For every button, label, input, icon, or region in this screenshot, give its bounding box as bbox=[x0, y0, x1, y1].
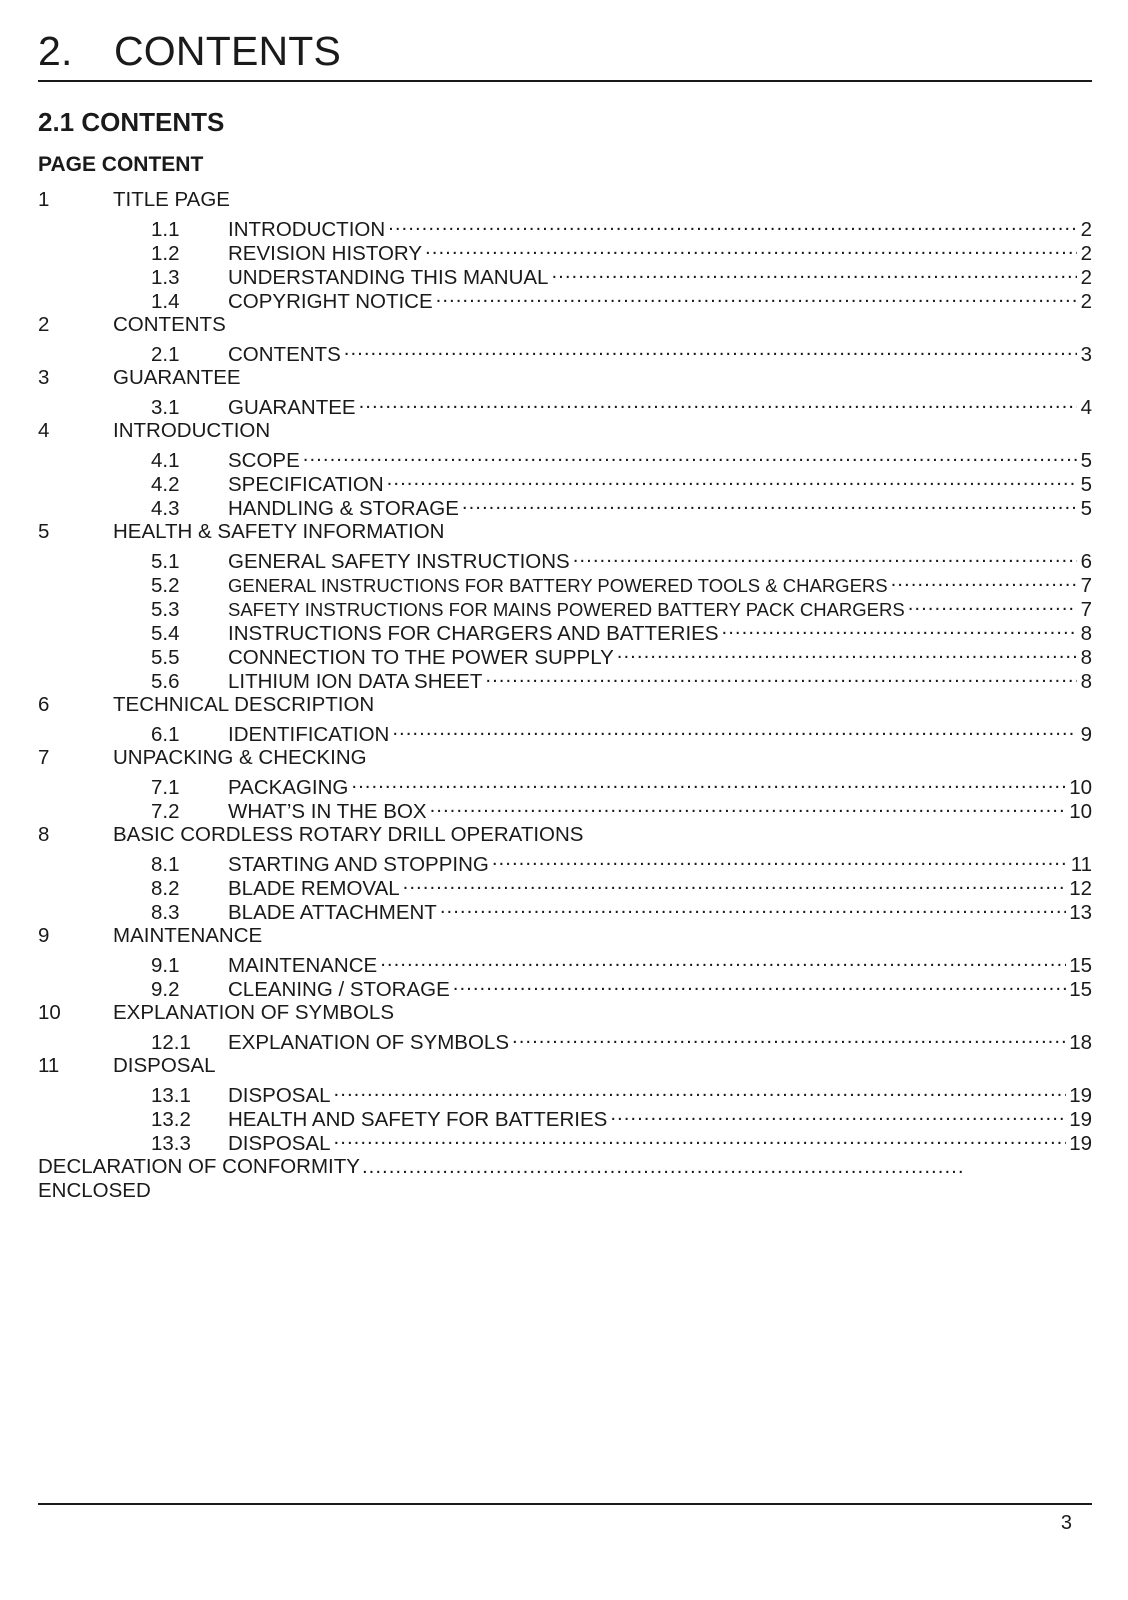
entry-title: BLADE REMOVAL bbox=[228, 877, 400, 900]
dot-leader bbox=[512, 1025, 1066, 1049]
entry-number: 1.4 bbox=[151, 290, 180, 313]
entry-page-number: 12 bbox=[1069, 877, 1092, 900]
toc-entry bbox=[38, 337, 1092, 366]
dot-leader bbox=[334, 1078, 1067, 1102]
chapter-title: INTRODUCTION bbox=[113, 419, 271, 442]
entry-number: 7.1 bbox=[151, 776, 180, 799]
dot-leader bbox=[453, 972, 1066, 996]
entry-page-number: 2 bbox=[1080, 290, 1092, 313]
entry-page-number: 4 bbox=[1080, 396, 1092, 419]
dot-leader bbox=[362, 1155, 963, 1179]
page-title-text: CONTENTS bbox=[114, 28, 342, 74]
entry-number: 5.1 bbox=[151, 550, 180, 573]
dot-leader bbox=[334, 1126, 1067, 1150]
chapter-heading bbox=[38, 419, 1092, 443]
entry-page-number: 5 bbox=[1080, 473, 1092, 496]
dot-leader bbox=[722, 616, 1077, 640]
entry-page-number: 11 bbox=[1070, 853, 1092, 876]
column-label: PAGE CONTENT bbox=[38, 153, 204, 176]
dot-leader bbox=[551, 260, 1077, 284]
chapter-number: 8 bbox=[38, 823, 50, 846]
dot-leader bbox=[425, 236, 1077, 260]
declaration-title: DECLARATION OF CONFORMITY bbox=[38, 1155, 360, 1178]
dot-leader bbox=[436, 284, 1077, 308]
entry-page-number: 7 bbox=[1080, 574, 1092, 597]
entry-title: HANDLING & STORAGE bbox=[228, 497, 459, 520]
toc-chapter bbox=[38, 419, 1092, 520]
toc-entry bbox=[38, 390, 1092, 419]
section-title: 2.1 CONTENTS bbox=[38, 107, 225, 137]
entry-title: CONTENTS bbox=[228, 343, 341, 366]
entry-page-number: 8 bbox=[1080, 622, 1092, 645]
toc-chapter bbox=[38, 366, 1092, 419]
chapter-number: 3 bbox=[38, 366, 50, 389]
entry-number: 7.2 bbox=[151, 800, 180, 823]
entry-title: COPYRIGHT NOTICE bbox=[228, 290, 433, 313]
entry-number: 9.1 bbox=[151, 954, 180, 977]
chapter-heading bbox=[38, 188, 1092, 212]
chapter-title: MAINTENANCE bbox=[113, 924, 263, 947]
entry-page-number: 15 bbox=[1069, 954, 1092, 977]
entry-title: CONNECTION TO THE POWER SUPPLY bbox=[228, 646, 614, 669]
entry-number: 4.2 bbox=[151, 473, 180, 496]
entry-number: 12.1 bbox=[151, 1031, 191, 1054]
table-of-contents bbox=[38, 188, 1092, 1203]
toc-entry bbox=[38, 443, 1092, 472]
entry-title: CLEANING / STORAGE bbox=[228, 978, 450, 1001]
entry-page-number: 2 bbox=[1080, 218, 1092, 241]
entry-number: 8.2 bbox=[151, 877, 180, 900]
dot-leader bbox=[359, 390, 1077, 414]
entry-page-number: 5 bbox=[1080, 497, 1092, 520]
chapter-title: TECHNICAL DESCRIPTION bbox=[113, 693, 375, 716]
chapter-number: 2 bbox=[38, 313, 50, 336]
entry-page-number: 18 bbox=[1069, 1031, 1092, 1054]
bottom-divider bbox=[38, 1503, 1092, 1505]
toc-chapter bbox=[38, 520, 1092, 693]
entry-page-number: 13 bbox=[1069, 901, 1092, 924]
entry-title: LITHIUM ION DATA SHEET bbox=[228, 670, 483, 693]
dot-leader bbox=[387, 467, 1077, 491]
toc-entry bbox=[38, 847, 1092, 876]
dot-leader bbox=[403, 871, 1067, 895]
dot-leader bbox=[440, 895, 1066, 919]
toc-chapter bbox=[38, 924, 1092, 1001]
chapter-number: 11 bbox=[38, 1054, 60, 1077]
entry-number: 5.4 bbox=[151, 622, 180, 645]
chapter-heading bbox=[38, 746, 1092, 770]
toc-entry bbox=[38, 717, 1092, 746]
dot-leader bbox=[908, 592, 1077, 616]
entry-title: UNDERSTANDING THIS MANUAL bbox=[228, 266, 549, 289]
toc-chapter bbox=[38, 1054, 1092, 1155]
entry-number: 1.3 bbox=[151, 266, 180, 289]
entry-number: 13.2 bbox=[151, 1108, 191, 1131]
entry-page-number: 6 bbox=[1080, 550, 1092, 573]
entry-page-number: 10 bbox=[1069, 800, 1092, 823]
chapter-list bbox=[38, 188, 1092, 1155]
toc-entry bbox=[38, 1078, 1092, 1107]
entry-number: 4.1 bbox=[151, 449, 180, 472]
entry-title: DISPOSAL bbox=[228, 1084, 331, 1107]
entry-number: 1.2 bbox=[151, 242, 180, 265]
entry-title: WHAT’S IN THE BOX bbox=[228, 800, 427, 823]
entry-page-number: 10 bbox=[1069, 776, 1092, 799]
chapter-heading bbox=[38, 924, 1092, 948]
toc-entry bbox=[38, 948, 1092, 977]
entry-number: 1.1 bbox=[151, 218, 180, 241]
entry-number: 3.1 bbox=[151, 396, 180, 419]
chapter-number: 7 bbox=[38, 746, 50, 769]
entry-title: SAFETY INSTRUCTIONS FOR MAINS POWERED BATTERY PACK CHARGERS bbox=[228, 599, 905, 620]
chapter-heading bbox=[38, 1054, 1092, 1078]
entry-title: SPECIFICATION bbox=[228, 473, 384, 496]
entry-number: 8.1 bbox=[151, 853, 180, 876]
entry-page-number: 15 bbox=[1069, 978, 1092, 1001]
entry-title: EXPLANATION OF SYMBOLS bbox=[228, 1031, 509, 1054]
dot-leader bbox=[380, 948, 1066, 972]
toc-entry bbox=[38, 770, 1092, 799]
dot-leader bbox=[344, 337, 1077, 361]
entry-page-number: 8 bbox=[1080, 670, 1092, 693]
chapter-title: HEALTH & SAFETY INFORMATION bbox=[113, 520, 445, 543]
chapter-number: 10 bbox=[38, 1001, 61, 1024]
page-number: 3 bbox=[1060, 1512, 1072, 1534]
entry-number: 5.6 bbox=[151, 670, 180, 693]
entry-page-number: 8 bbox=[1080, 646, 1092, 669]
dot-leader bbox=[388, 212, 1077, 236]
entry-page-number: 19 bbox=[1069, 1132, 1092, 1155]
declaration-note: ENCLOSED bbox=[38, 1179, 151, 1202]
entry-title: SCOPE bbox=[228, 449, 300, 472]
chapter-heading bbox=[38, 1001, 1092, 1025]
entry-title: IDENTIFICATION bbox=[228, 723, 390, 746]
entry-title: BLADE ATTACHMENT bbox=[228, 901, 437, 924]
dot-leader bbox=[573, 544, 1077, 568]
chapter-title: CONTENTS bbox=[113, 313, 226, 336]
entry-page-number: 3 bbox=[1080, 343, 1092, 366]
dot-leader bbox=[392, 717, 1077, 741]
dot-leader bbox=[617, 640, 1077, 664]
entry-title: REVISION HISTORY bbox=[228, 242, 423, 265]
chapter-title: UNPACKING & CHECKING bbox=[113, 746, 367, 769]
chapter-title: BASIC CORDLESS ROTARY DRILL OPERATIONS bbox=[113, 823, 584, 846]
toc-chapter bbox=[38, 823, 1092, 924]
chapter-number: 9 bbox=[38, 924, 50, 947]
entry-number: 13.3 bbox=[151, 1132, 191, 1155]
chapter-title: GUARANTEE bbox=[113, 366, 241, 389]
dot-leader bbox=[462, 491, 1077, 515]
entry-title: INTRODUCTION bbox=[228, 218, 386, 241]
toc-chapter bbox=[38, 188, 1092, 313]
entry-number: 5.3 bbox=[151, 598, 180, 621]
chapter-heading bbox=[38, 823, 1092, 847]
chapter-heading bbox=[38, 520, 1092, 544]
dot-leader bbox=[303, 443, 1077, 467]
chapter-title: EXPLANATION OF SYMBOLS bbox=[113, 1001, 394, 1024]
entry-page-number: 19 bbox=[1069, 1084, 1092, 1107]
toc-chapter bbox=[38, 693, 1092, 746]
entry-number: 2.1 bbox=[151, 343, 180, 366]
entry-number: 6.1 bbox=[151, 723, 180, 746]
entry-page-number: 5 bbox=[1080, 449, 1092, 472]
entry-title: DISPOSAL bbox=[228, 1132, 331, 1155]
entry-number: 9.2 bbox=[151, 978, 180, 1001]
entry-title: INSTRUCTIONS FOR CHARGERS AND BATTERIES bbox=[228, 622, 719, 645]
entry-page-number: 9 bbox=[1080, 723, 1092, 746]
entry-number: 5.5 bbox=[151, 646, 180, 669]
toc-entry bbox=[38, 1025, 1092, 1054]
toc-chapter bbox=[38, 1001, 1092, 1054]
top-divider bbox=[38, 80, 1092, 82]
chapter-title: DISPOSAL bbox=[113, 1054, 216, 1077]
entry-number: 13.1 bbox=[151, 1084, 191, 1107]
dot-leader bbox=[430, 794, 1067, 818]
entry-number: 8.3 bbox=[151, 901, 180, 924]
chapter-number: 1 bbox=[38, 188, 50, 211]
page-title bbox=[38, 26, 341, 76]
entry-title: STARTING AND STOPPING bbox=[228, 853, 489, 876]
toc-chapter bbox=[38, 313, 1092, 366]
declaration-row bbox=[38, 1155, 963, 1179]
page-title-number: 2. bbox=[38, 28, 73, 74]
entry-title: GENERAL SAFETY INSTRUCTIONS bbox=[228, 550, 570, 573]
entry-number: 4.3 bbox=[151, 497, 180, 520]
entry-page-number: 19 bbox=[1069, 1108, 1092, 1131]
entry-title: MAINTENANCE bbox=[228, 954, 378, 977]
chapter-heading bbox=[38, 693, 1092, 717]
dot-leader bbox=[891, 568, 1077, 592]
dot-leader bbox=[610, 1102, 1066, 1126]
entry-page-number: 7 bbox=[1080, 598, 1092, 621]
dot-leader bbox=[351, 770, 1066, 794]
toc-entry bbox=[38, 212, 1092, 241]
entry-title: PACKAGING bbox=[228, 776, 349, 799]
toc-entry bbox=[38, 544, 1092, 573]
chapter-title: TITLE PAGE bbox=[113, 188, 230, 211]
entry-title: HEALTH AND SAFETY FOR BATTERIES bbox=[228, 1108, 608, 1131]
chapter-number: 6 bbox=[38, 693, 50, 716]
entry-page-number: 2 bbox=[1080, 266, 1092, 289]
toc-chapter bbox=[38, 746, 1092, 823]
entry-title: GENERAL INSTRUCTIONS FOR BATTERY POWERED TOOLS & CHARGERS bbox=[228, 575, 888, 596]
chapter-heading bbox=[38, 313, 1092, 337]
chapter-number: 5 bbox=[38, 520, 50, 543]
dot-leader bbox=[492, 847, 1068, 871]
entry-title: GUARANTEE bbox=[228, 396, 356, 419]
entry-page-number: 2 bbox=[1080, 242, 1092, 265]
chapter-number: 4 bbox=[38, 419, 50, 442]
chapter-heading bbox=[38, 366, 1092, 390]
entry-number: 5.2 bbox=[151, 574, 180, 597]
dot-leader bbox=[485, 664, 1077, 688]
